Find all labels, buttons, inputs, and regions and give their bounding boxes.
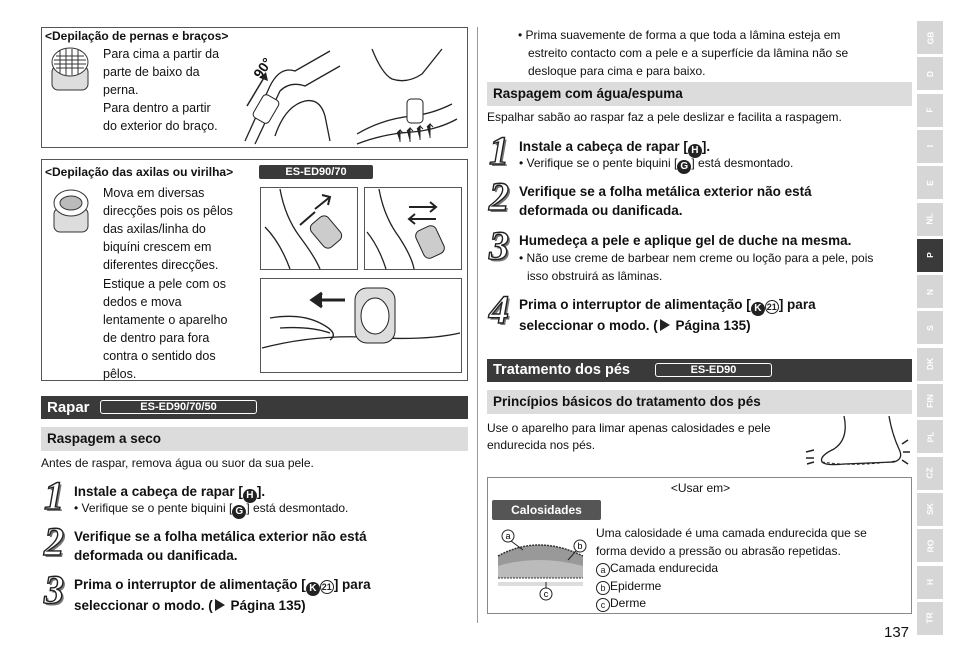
epilator-wide-head-icon [50, 186, 92, 236]
left-step-1-sub: • Verifique se o pente biquini [ G ] está desmontado. [74, 501, 349, 517]
language-tab-n[interactable]: N [917, 275, 943, 308]
left-step-1-title: Instale a cabeça de rapar [ H ]. [74, 484, 266, 501]
left-step-number-1: 1 [44, 473, 64, 518]
legs-heading: <Depilação de pernas e braços> [45, 29, 229, 43]
armpit-illustration-1 [260, 187, 358, 270]
legs-text: Para cima a partir da parte de baixo da perna. Para dentro a partir do exterior do braço. [103, 47, 220, 133]
feet-model-tag: ES-ED90 [655, 363, 772, 377]
language-tab-fin[interactable]: FIN [917, 384, 943, 417]
language-tab-tr[interactable]: TR [917, 602, 943, 635]
right-step-number-1: 1 [489, 128, 509, 173]
right-step-number-2: 2 [489, 174, 509, 219]
page-reference-arrow-icon [660, 319, 670, 331]
left-step-number-2: 2 [44, 519, 64, 564]
diagram-label-c: c [543, 589, 549, 599]
leg-illustration [235, 46, 345, 146]
legs-section [41, 27, 468, 148]
part-h-icon: H [688, 144, 702, 158]
part-21-icon: 21 [766, 302, 777, 312]
part-k-icon: K [306, 582, 320, 596]
left-step-3-title: Prima o interruptor de alimentação [ K 21 ] para seleccionar o modo. ( Página 135) [74, 577, 371, 613]
part-g-icon: G [232, 505, 246, 519]
right-step-4-title: Prima o interruptor de alimentação [ K 21 ] para seleccionar o modo. ( Página 135) [519, 297, 816, 333]
part-h-icon: H [243, 489, 257, 503]
legend-item-b: b Epiderme [596, 578, 867, 596]
wet-shave-intro: Espalhar sabão ao raspar faz a pele deslizar e facilita a raspagem. [487, 110, 842, 124]
column-divider [477, 27, 478, 623]
right-step-1-title: Instale a cabeça de rapar [ H ]. [519, 139, 711, 156]
part-k-icon: K [751, 302, 765, 316]
callus-tag: Calosidades [492, 500, 601, 520]
use-on-label: <Usar em> [670, 481, 731, 495]
angle-label: 90° [249, 54, 276, 82]
arm-illustration [352, 44, 462, 148]
skin-layers-diagram [493, 526, 591, 604]
language-tab-gb[interactable]: GB [917, 21, 943, 54]
language-tab-dk[interactable]: DK [917, 348, 943, 381]
right-step-3-sub: • Não use creme de barbear nem creme ou loção para a pele, pois isso obstruirá as lâminas. [519, 251, 874, 283]
part-21-icon: 21 [321, 582, 332, 592]
language-tab-nl[interactable]: NL [917, 203, 943, 236]
left-step-2-title: Verifique se a folha metálica exterior não está deformada ou danificada. [74, 529, 367, 563]
right-step-number-3: 3 [489, 223, 509, 268]
language-tab-pl[interactable]: PL [917, 420, 943, 453]
language-tab-d[interactable]: D [917, 57, 943, 90]
diagram-label-b: b [577, 541, 583, 551]
language-tab-s[interactable]: S [917, 311, 943, 344]
language-tab-p[interactable]: P [917, 239, 943, 272]
dry-shave-intro: Antes de raspar, remova água ou suor da sua pele. [41, 456, 314, 470]
language-tab-cz[interactable]: CZ [917, 457, 943, 490]
dry-shave-heading-bar [41, 427, 468, 451]
language-tab-h[interactable]: H [917, 566, 943, 599]
language-tab-ro[interactable]: RO [917, 529, 943, 562]
armpit-model-tag: ES-ED90/70 [259, 165, 373, 179]
callus-box [487, 477, 912, 614]
armpit-section [41, 159, 468, 381]
part-g-icon: G [677, 160, 691, 174]
right-bullet-text: • Prima suavemente de forma a que toda a lâmina esteja em estreito contacto com a pele e a superfície da lâmina não se desloque para cima e para baixo. [518, 28, 849, 78]
legend-item-c: c Derme [596, 595, 867, 613]
language-tab-e[interactable]: E [917, 166, 943, 199]
language-tab-f[interactable]: F [917, 94, 943, 127]
language-tab-i[interactable]: I [917, 130, 943, 163]
page-number: 137 [884, 624, 910, 641]
feet-title-bar [487, 359, 912, 382]
foot-illustration [804, 414, 912, 470]
right-step-2-title: Verifique se a folha metálica exterior não está deformada ou danificada. [519, 184, 812, 218]
rapar-title-bar [41, 396, 468, 419]
right-step-3-title: Humedeça a pele e aplique gel de duche na mesma. [519, 233, 852, 248]
rapar-model-tag: ES-ED90/70/50 [100, 400, 257, 414]
armpit-text-2: Estique a pele com os dedos e mova lentamente o aparelho de dentro para fora contra o sentido dos pêlos. [103, 277, 228, 381]
dry-shave-heading: Raspagem a seco [47, 431, 162, 446]
skin-stretch-illustration [260, 278, 462, 373]
page-reference-arrow-icon [215, 599, 225, 611]
armpit-illustration-2 [364, 187, 462, 270]
feet-basics-heading: Princípios básicos do tratamento dos pés [493, 394, 761, 409]
feet-basics-heading-bar [487, 390, 912, 414]
language-tab-sk[interactable]: SK [917, 493, 943, 526]
armpit-text-1: Mova em diversas direcções pois os pêlos das axilas/linha do biquíni crescem em diferentes direcções. [103, 186, 233, 272]
right-step-1-sub: • Verifique se o pente biquini [ G ] está desmontado. [519, 156, 794, 172]
wet-shave-heading: Raspagem com água/espuma [493, 86, 683, 101]
epilator-head-icon [48, 44, 92, 94]
right-step-number-4: 4 [489, 287, 509, 332]
legend-item-a: a Camada endurecida [596, 560, 867, 578]
callus-description: Uma calosidade é uma camada endurecida que se forma devido a pressão ou abrasão repetidas. a Camada endurecida b Epiderme c Derme [596, 525, 867, 613]
armpit-heading: <Depilação das axilas ou virilha> [45, 165, 234, 179]
left-step-number-3: 3 [44, 567, 64, 612]
rapar-title: Rapar [47, 399, 90, 416]
feet-title: Tratamento dos pés [493, 362, 630, 378]
feet-intro: Use o aparelho para limar apenas calosidades e pele endurecida nos pés. [487, 421, 771, 452]
diagram-label-a: a [505, 531, 511, 541]
wet-shave-heading-bar [487, 82, 912, 106]
